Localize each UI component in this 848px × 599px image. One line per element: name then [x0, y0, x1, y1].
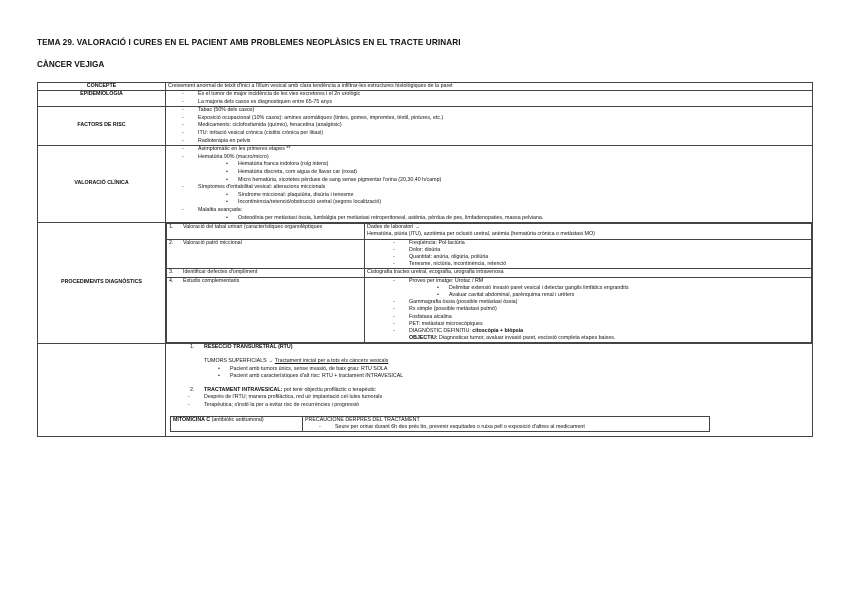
list-item: - Dolor: disúria [393, 247, 809, 254]
valoracio-label: VALORACIÓ CLÍNICA [38, 146, 166, 223]
list-item: - Tenesme, nictúria, incontinència, retenció [393, 261, 809, 268]
list-item: - Després de l'RTU; manera profilàctica, red uir implantació cel·lules tumorals [188, 394, 810, 402]
proc-right: Cistografia tractes uretral, ecografia, urografia intravenosa [365, 269, 812, 277]
list-item [393, 278, 809, 300]
proc-num: 3. [169, 269, 174, 276]
intra-title: TRACTAMENT INTRAVESICAL: [204, 386, 283, 393]
row-valoracio [38, 146, 813, 223]
list-item: - Medicaments: ciclofosfamida (químio), fenacetina (analgèsic) [182, 122, 810, 130]
proc-right [365, 277, 812, 343]
obj-label: OBJECTIU: [409, 335, 438, 342]
obj-text: Diagnosticar tumor, avaluar invasió paret, escissió completa etapes baixes. [439, 335, 616, 342]
objectiu-line [367, 335, 809, 342]
row-epidemiologia [38, 91, 813, 107]
list-item: - Terapèutica; s'instil·la per a evitar risc de recurrències i progressió [188, 402, 810, 410]
proc-left-text: Estudis complementaris [183, 277, 240, 284]
list-item: • Pacient amb característiques d'alt risc: RTU + tractament INTRAVESICAL [218, 373, 810, 381]
procediments-cell [166, 223, 813, 344]
proc-left [167, 277, 365, 343]
avancada-text: Malaltia avançada: [198, 206, 243, 213]
epidemiologia-cell [166, 91, 813, 107]
list-item: • Incontinència/retenció/obstrucció uretral (segons localització) [226, 199, 810, 207]
intravesical-heading [168, 387, 810, 395]
list-item: • Avaluar cavitat abdominal, parènquima renal i urèters [437, 292, 809, 299]
proc-left [167, 224, 365, 239]
list-item: - ITU: irritació vesical crònica (cistitis crònica per litiasi) [182, 130, 810, 138]
superficials-line [168, 358, 810, 366]
row-factors [38, 107, 813, 146]
list-item: • Hematúria franca indolora (roig intens) [226, 161, 810, 169]
concepte-label: CONCEPTE [38, 83, 166, 91]
proc-left-text: Valoració patró miccional [183, 239, 242, 246]
proc-num: 2. [169, 239, 174, 246]
document-title: TEMA 29. VALORACIÓ I CURES EN EL PACIENT AMB PROBLEMES NEOPLÀSICS EN EL TRACTE URINARI [37, 38, 461, 47]
row-tractament [38, 344, 813, 437]
proc-left-text: Identificar defectes d'ompliment [183, 269, 258, 276]
superficials-label: TUMORS SUPERFICIALS → [204, 357, 274, 364]
rtu-heading [168, 344, 810, 352]
table-row [167, 277, 812, 343]
list-item [182, 154, 810, 184]
proc-right-text: Hematúria, piúria (ITU), azotèmia per oclusió uretral, anèmia (hematúria crònica o metàstasi MO) [367, 231, 595, 238]
list-item: - Seure per orinar durant 6h des prés tto, prevenir esquitades o ruixa pell o exposició d'altres al medicament [319, 424, 707, 431]
mito-rest: (antibiòtic antitumoral) [211, 416, 264, 423]
proc-left-text: Valoració del tabal urinari (característiques organolèptiques [183, 224, 323, 231]
proves-text: Proves per imatge: Urotac / RM [409, 277, 484, 284]
concepte-text: Creixement anormal de teixit d'inici a l'illum vesical amb clara tendència a infiltrar-les estructures histològiques de la paret [166, 83, 813, 91]
list-item: - La majoria dels casos es diagnostiquen entre 65-75 anys [182, 99, 810, 107]
intra-text: pot tenir objectiu profilàctic o terapèutic [283, 386, 376, 393]
list-item [393, 328, 809, 335]
valoracio-cell [166, 146, 813, 223]
intra-num: 2. [190, 386, 195, 393]
list-item: • Síndrome miccional: plaquiúria, disúria i tenesme [226, 192, 810, 200]
list-item: - Freqüència: Pol·laciúria [393, 240, 809, 247]
list-item: - Radioteràpia en pelvis [182, 138, 810, 146]
proc-left [167, 269, 365, 277]
list-item: • Osteodínia per metàstasi òssia, lumbàlgia per metàstasi retroperitoneal, astènia, pèrdua de pes, limfadenopaties, massa pelviana. [226, 215, 810, 223]
irritabilitat-text: Símptomes d'irritabilitat vesical: alteracions miccionals [198, 184, 326, 191]
table-row [167, 269, 812, 277]
mito-cell [171, 416, 303, 431]
superficials-text: Tractament inicial per a tots els càncers vesicals [274, 357, 389, 364]
factors-cell [166, 107, 813, 146]
hematuria-text: Hematúria 90% (macro/micro) [198, 153, 269, 160]
section-subtitle: CÀNCER VEJIGA [37, 60, 105, 69]
list-item: - PET: metàstasi microscòpiques [393, 321, 809, 328]
precaucio-table [170, 416, 710, 432]
list-item: - Gammagrafia òssia (possible metàstasi òssia) [393, 299, 809, 306]
table-row [167, 224, 812, 239]
row-concepte [38, 83, 813, 91]
list-item: • Pacient amb tumors únics, sense invasió, de baix grau: RTU SOLA [218, 366, 810, 374]
diag-label: DIAGNÒSTIC DEFINITIU: [409, 327, 471, 334]
list-item [182, 207, 810, 222]
precaucio-cell [303, 416, 710, 431]
list-item: • Micro hematúria, xicotetes pèrdues de sang sense pigmentar l'orina (20,30,40 h/camp) [226, 177, 810, 185]
table-row [167, 239, 812, 269]
list-item: - És el tumor de major incidència de les vies excretores i el 2n urològic [182, 91, 810, 99]
list-item: • Delimitar extensió invasió paret vesical i detectar ganglis limfàtics engrandits [437, 285, 809, 292]
list-item: - Fosfatasa alcalina [393, 314, 809, 321]
procediments-table [166, 223, 812, 343]
list-item: - Rx simple (possible metàstasi pulmó) [393, 306, 809, 313]
procediments-label: PROCEDIMENTS DIAGNÒSTICS [38, 223, 166, 344]
epidemiologia-label: EPIDEMIOLOGIA [38, 91, 166, 107]
factors-label: FACTORS DE RISC [38, 107, 166, 146]
diag-text: citoscòpia + biòpsia [472, 327, 524, 334]
proc-num: 4. [169, 277, 174, 284]
list-item: • Hematúria discreta, com aigua de llavar car (rosat) [226, 169, 810, 177]
list-item: - Quantitat: anúria, oligúria, poliúria [393, 254, 809, 261]
proc-right [365, 224, 812, 239]
rtu-title: RESECCIÓ TRANSURETRAL (RTU) [204, 344, 293, 351]
row-procediments [38, 223, 813, 344]
proc-right [365, 239, 812, 269]
list-item [182, 184, 810, 207]
precaucio-title: PRECAUCIONE DERPRÉS DEL TRACTAMENT [305, 416, 420, 423]
list-item: - Exposició ocupacional (10% casos): amines aromàtiques (tintes, gomes, impremtes, tèxtil, pintures, etc.) [182, 115, 810, 123]
proc-left [167, 239, 365, 269]
list-item: - Asimptomàtic en les primeres etapes ** [182, 146, 810, 154]
content-table [37, 82, 813, 437]
mito-label: MITOMICINA C [173, 416, 211, 423]
proc-num: 1. [169, 224, 174, 231]
proc-right-title: Dades de laboratori → [367, 224, 420, 231]
tractament-label [38, 344, 166, 437]
tractament-cell [166, 344, 813, 437]
rtu-num: 1. [190, 344, 195, 351]
list-item: - Tabac (50% dels casos) [182, 107, 810, 115]
table-row [171, 416, 710, 431]
